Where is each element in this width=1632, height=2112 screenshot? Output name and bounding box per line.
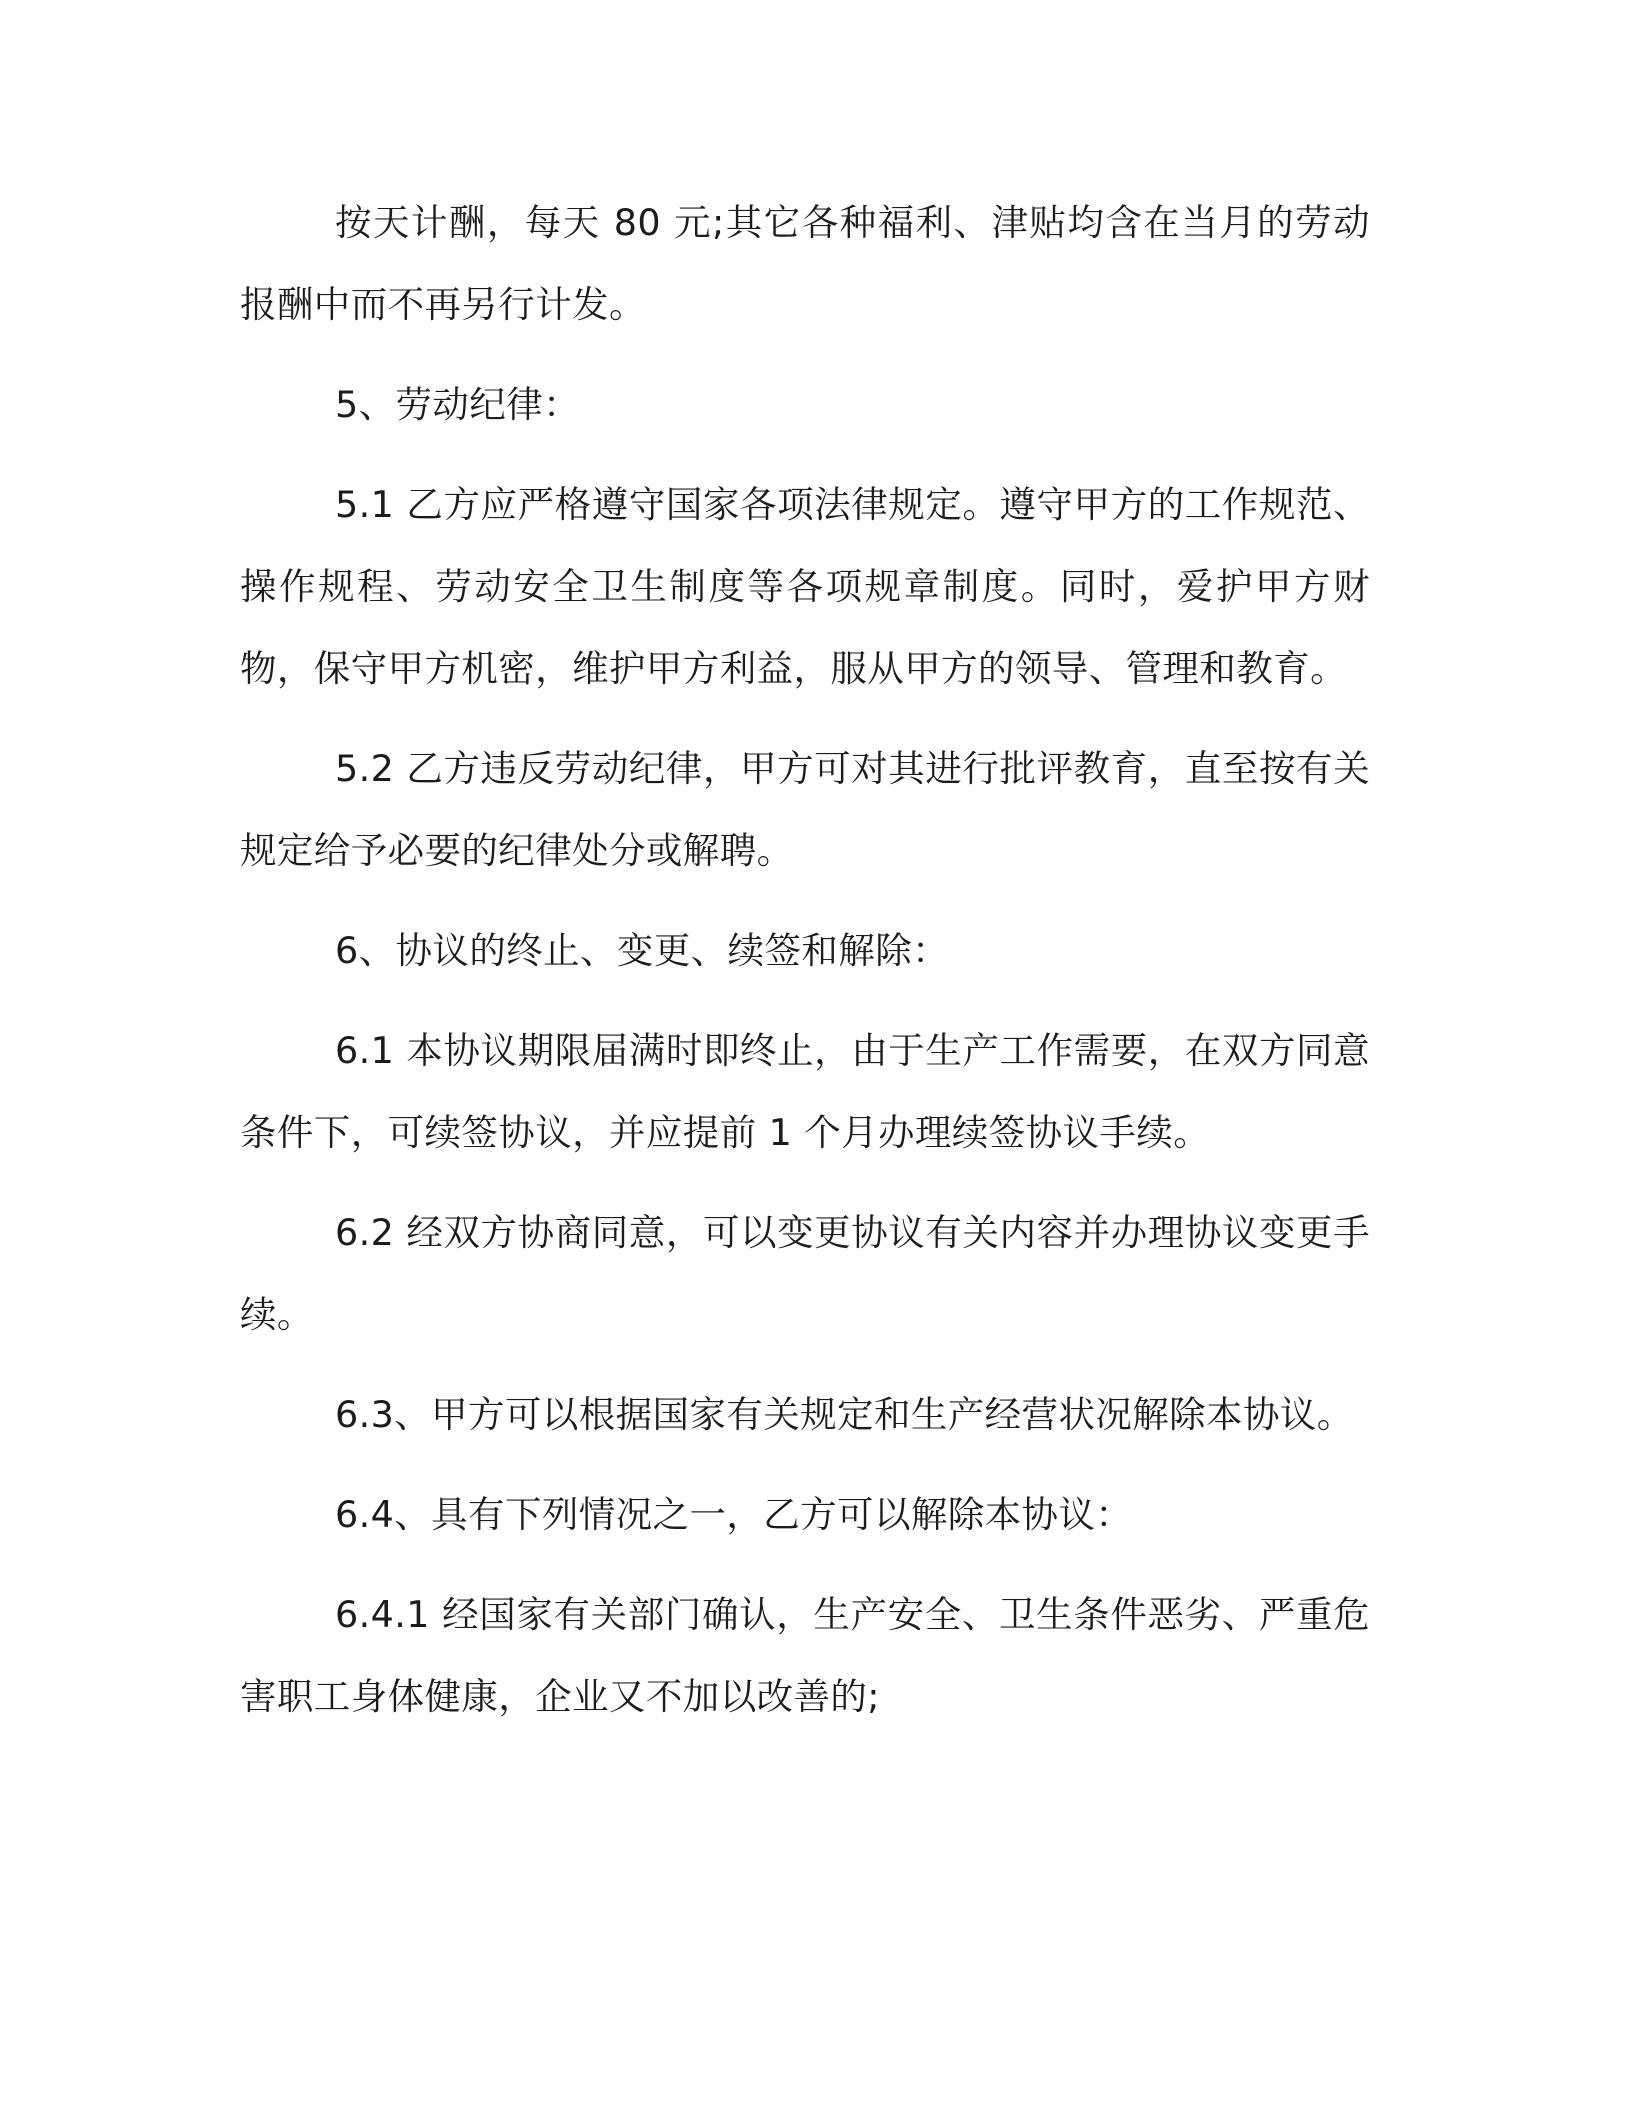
paragraph-wage: 按天计酬，每天 80 元;其它各种福利、津贴均含在当月的劳动报酬中而不再另行计发。 <box>240 201 1370 326</box>
paragraph-6-1: 6.1 本协议期限届满时即终止，由于生产工作需要，在双方同意条件下，可续签协议，并应提前 1 个月办理续签协议手续。 <box>240 1029 1370 1154</box>
document-body <box>240 182 1370 1756</box>
paragraph-6-2: 6.2 经双方协商同意，可以变更协议有关内容并办理协议变更手续。 <box>240 1211 1370 1336</box>
paragraph-6-4-1: 6.4.1 经国家有关部门确认，生产安全、卫生条件恶劣、严重危害职工身体健康，企业又不加以改善的; <box>240 1593 1370 1718</box>
paragraph-6-4: 6.4、具有下列情况之一，乙方可以解除本协议： <box>335 1493 1133 1536</box>
paragraph-6-3: 6.3、甲方可以根据国家有关规定和生产经营状况解除本协议。 <box>335 1393 1354 1436</box>
paragraph-5-2: 5.2 乙方违反劳动纪律，甲方可对其进行批评教育，直至按有关规定给予必要的纪律处分或解聘。 <box>240 747 1370 872</box>
heading-termination: 6、协议的终止、变更、续签和解除： <box>335 929 950 972</box>
heading-labor-discipline: 5、劳动纪律： <box>335 383 581 426</box>
paragraph-5-1: 5.1 乙方应严格遵守国家各项法律规定。遵守甲方的工作规范、操作规程、劳动安全卫生制度等各项规章制度。同时，爱护甲方财物，保守甲方机密，维护甲方利益，服从甲方的领导、管理和教育。 <box>240 483 1370 690</box>
